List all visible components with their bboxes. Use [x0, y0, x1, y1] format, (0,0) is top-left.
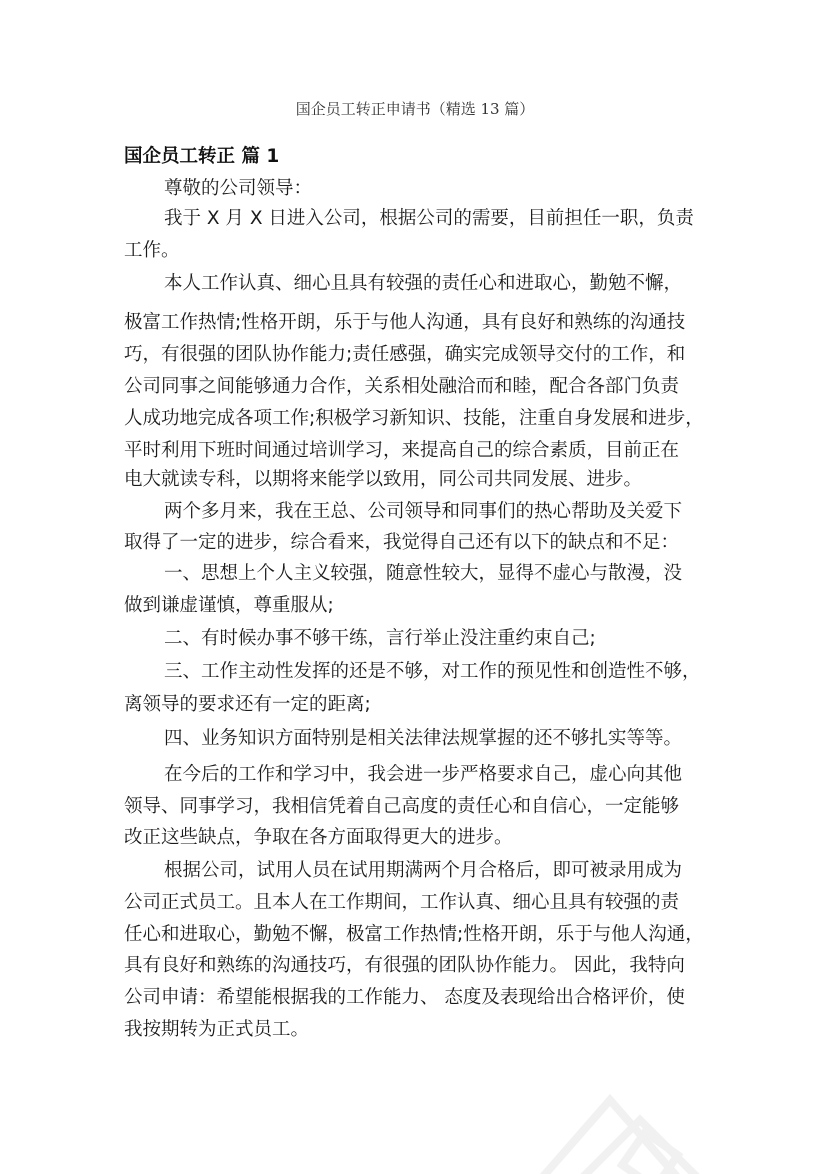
- paragraph-line: 平时利用下班时间通过培训学习，来提高自己的综合素质，目前正在: [124, 440, 680, 461]
- paragraph-line: 领导、同事学习，我相信凭着自己高度的责任心和自信心，一定能够: [124, 796, 680, 817]
- watermark-logo: [520, 1060, 720, 1174]
- paragraph-line: 工作。: [124, 240, 180, 261]
- paragraph-line: 两个多月来，我在王总、公司领导和同事们的热心帮助及关爱下: [164, 501, 683, 522]
- paragraph-line: 巧，有很强的团队协作能力;责任感强，确实完成领导交付的工作，和: [124, 344, 686, 365]
- section-heading: 国企员工转正 篇 1: [124, 146, 280, 167]
- paragraph-line: 电大就读专科，以期将来能学以致用，同公司共同发展、进步。: [124, 469, 643, 490]
- salutation: 尊敬的公司领导：: [164, 178, 313, 199]
- list-item-line: 一、思想上个人主义较强，随意性较大，显得不虚心与散漫，没: [164, 563, 683, 584]
- paragraph-line: 人成功地完成各项工作;积极学习新知识、技能，注重自身发展和进步，: [124, 408, 704, 429]
- paragraph-line: 我于 X 月 X 日进入公司，根据公司的需要，目前担任一职，负责: [164, 208, 694, 229]
- list-item-line: 四、业务知识方面特别是相关法律法规掌握的还不够扎实等等。: [164, 728, 683, 749]
- paragraph-line: 公司申请：希望能根据我的工作能力、 态度及表现给出合格评价，使: [124, 987, 685, 1008]
- document-title: 国企员工转正申请书（精选 13 篇）: [295, 100, 535, 118]
- paragraph-line: 改正这些缺点，争取在各方面取得更大的进步。: [124, 827, 513, 848]
- paragraph-line: 公司正式员工。且本人在工作期间，工作认真、细心且具有较强的责: [124, 892, 680, 913]
- list-item-line: 二、有时候办事不够干练，言行举止没注重约束自己;: [164, 628, 596, 649]
- paragraph-line: 极富工作热情;性格开朗，乐于与他人沟通，具有良好和熟练的沟通技: [124, 312, 686, 333]
- paragraph-line: 具有良好和熟练的沟通技巧，有很强的团队协作能力。 因此，我特向: [124, 955, 685, 976]
- paragraph-line: 本人工作认真、细心且具有较强的责任心和进取心，勤勉不懈，: [164, 273, 683, 294]
- paragraph-line: 根据公司，试用人员在试用期满两个月合格后，即可被录用成为: [164, 860, 683, 881]
- list-item-line: 三、工作主动性发挥的还是不够，对工作的预见性和创造性不够，: [164, 661, 701, 682]
- paragraph-line: 我按期转为正式员工。: [124, 1019, 310, 1040]
- paragraph-line: 取得了一定的进步，综合看来，我觉得自己还有以下的缺点和不足：: [124, 532, 680, 553]
- list-item-line: 做到谦虚谨慎，尊重服从;: [124, 595, 334, 616]
- paragraph-line: 任心和进取心，勤勉不懈，极富工作热情;性格开朗，乐于与他人沟通，: [124, 924, 704, 945]
- paragraph-line: 公司同事之间能够通力合作，关系相处融洽而和睦，配合各部门负责: [124, 376, 680, 397]
- paragraph-line: 在今后的工作和学习中，我会进一步严格要求自己，虚心向其他: [164, 764, 683, 785]
- list-item-line: 离领导的要求还有一定的距离;: [124, 694, 371, 715]
